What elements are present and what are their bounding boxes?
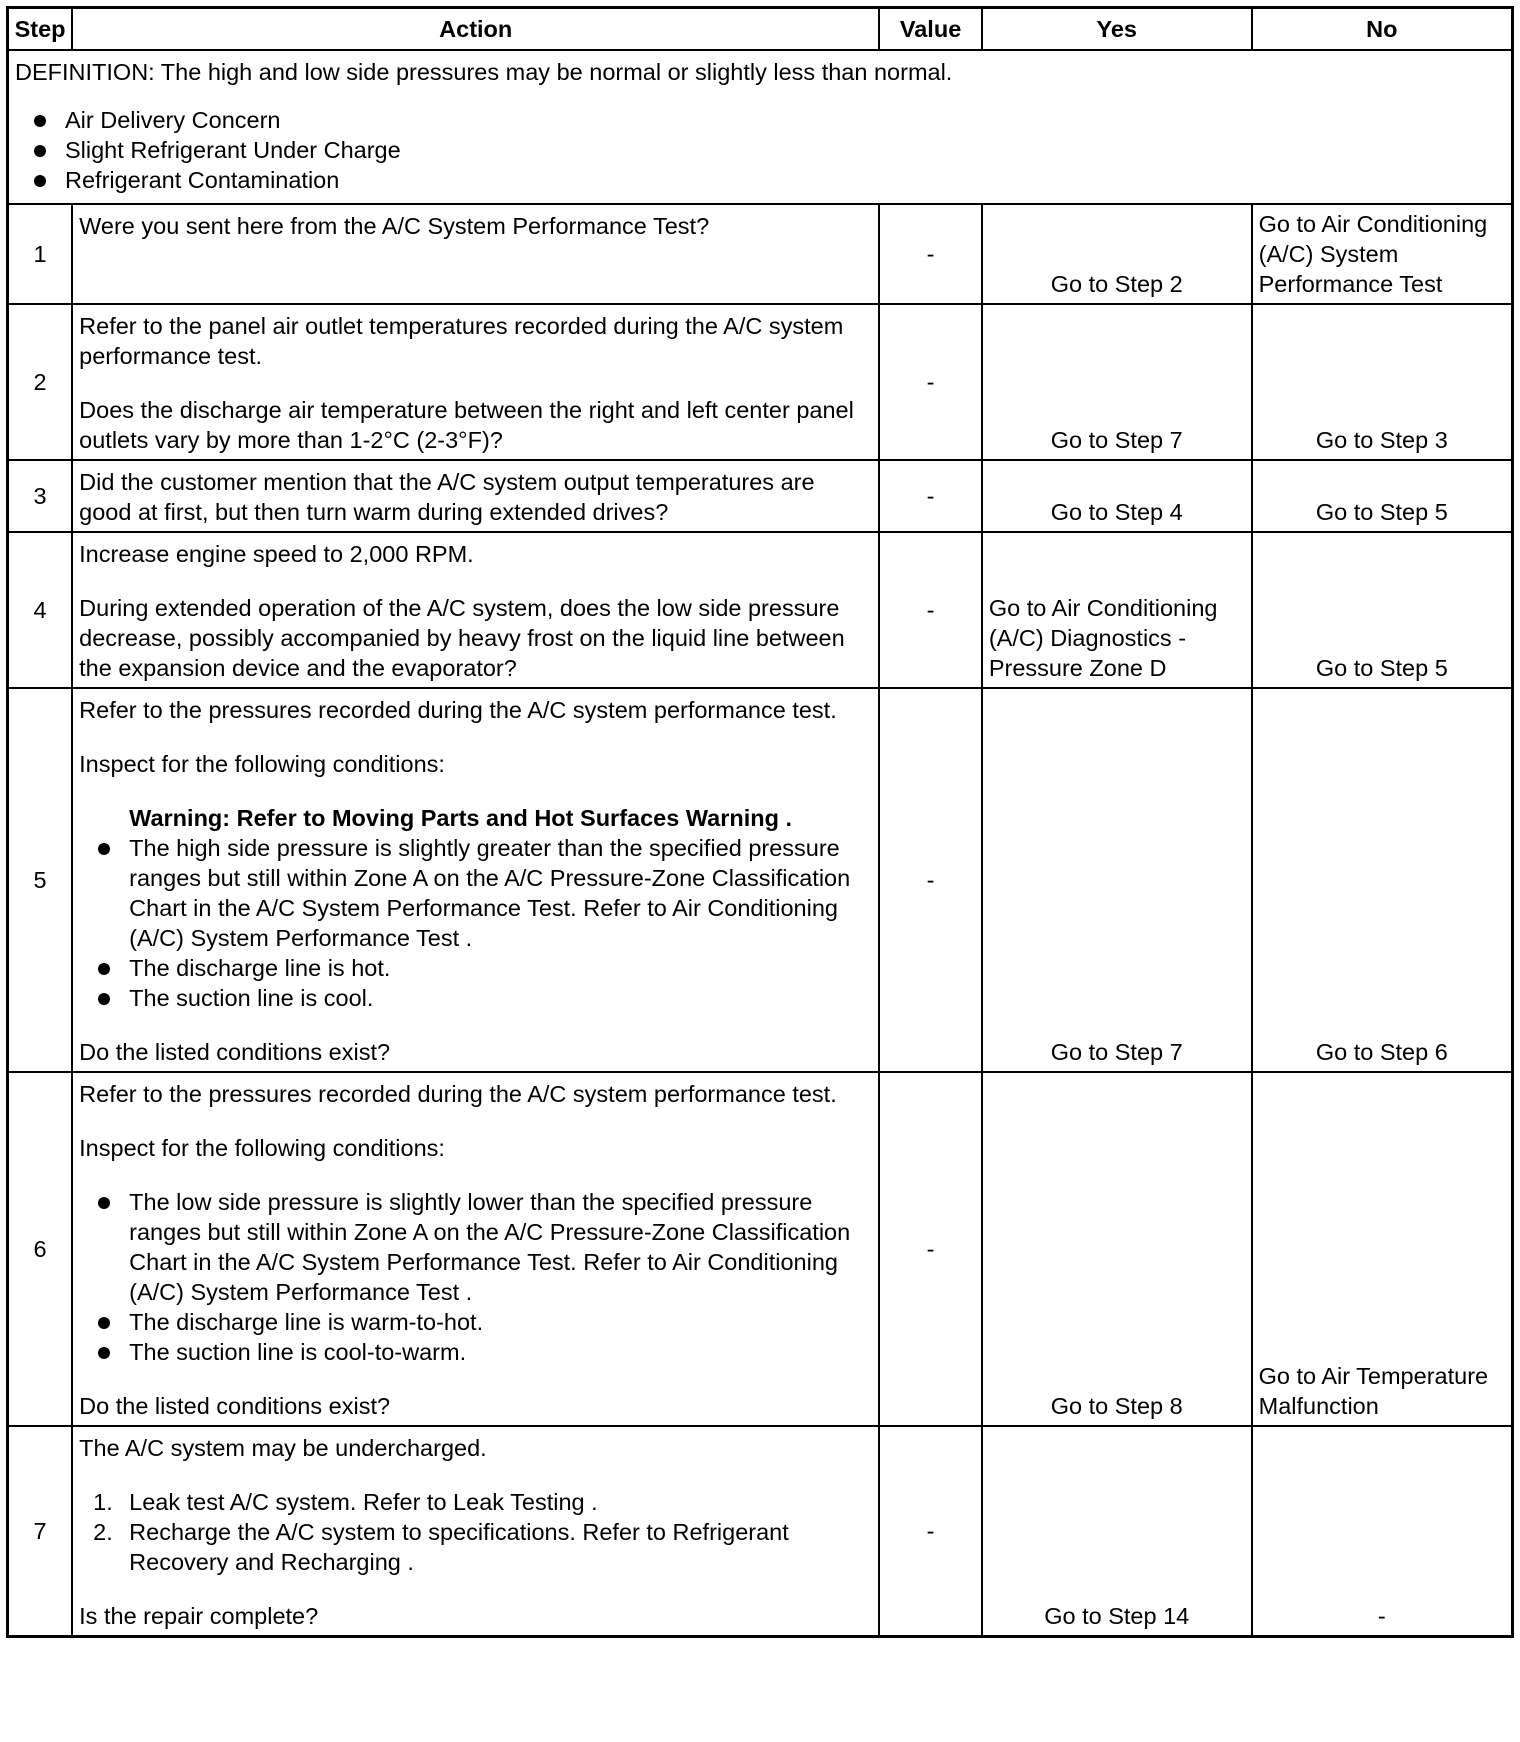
value-cell: - <box>879 460 982 532</box>
definition-cell <box>8 50 1513 204</box>
action-question: Do the listed conditions exist? <box>79 1039 391 1065</box>
no-link[interactable]: Go to Step 5 <box>1252 532 1513 688</box>
condition-item: The high side pressure is slightly greater than the specified pressure ranges but still within Zone A on the A/C Pressure-Zone Classification Chart in the A/C System Performance Test. Refer to Air Conditioning (A/C) System Performance Test . <box>79 833 872 953</box>
step-row-1 <box>8 204 1513 304</box>
no-link[interactable]: Go to Step 5 <box>1252 460 1513 532</box>
step-number: 2 <box>8 304 73 460</box>
repair-steps-list <box>79 1487 872 1577</box>
action-cell <box>72 204 879 304</box>
step-row-6 <box>8 1072 1513 1426</box>
step-row-4 <box>8 532 1513 688</box>
condition-item: The discharge line is hot. <box>79 953 872 983</box>
action-text: Did the customer mention that the A/C system output temperatures are good at first, but then turn warm during extended drives? <box>79 469 815 525</box>
no-link[interactable]: Go to Air Temperature Malfunction <box>1252 1072 1513 1426</box>
yes-link[interactable]: Go to Step 7 <box>982 304 1252 460</box>
warning-text: Warning: Refer to Moving Parts and Hot Surfaces Warning . <box>129 805 792 831</box>
yes-link[interactable]: Go to Step 4 <box>982 460 1252 532</box>
action-cell <box>72 304 879 460</box>
header-yes: Yes <box>982 8 1252 51</box>
yes-link[interactable]: Go to Air Conditioning (A/C) Diagnostics - Pressure Zone D <box>982 532 1252 688</box>
step-row-7 <box>8 1426 1513 1637</box>
header-value: Value <box>879 8 982 51</box>
value-cell: - <box>879 688 982 1072</box>
action-question: During extended operation of the A/C system, does the low side pressure decrease, possibly accompanied by heavy frost on the liquid line between the expansion device and the evaporator? <box>79 595 845 681</box>
header-action: Action <box>72 8 879 51</box>
step-row-2 <box>8 304 1513 460</box>
no-link[interactable]: Go to Step 3 <box>1252 304 1513 460</box>
action-cell <box>72 1072 879 1426</box>
header-no: No <box>1252 8 1513 51</box>
condition-item: The suction line is cool-to-warm. <box>79 1337 872 1367</box>
condition-item: The discharge line is warm-to-hot. <box>79 1307 872 1337</box>
definition-row <box>8 50 1513 204</box>
repair-step-number: 1. <box>93 1489 113 1515</box>
yes-link[interactable]: Go to Step 7 <box>982 688 1252 1072</box>
action-instruction: Inspect for the following conditions: <box>79 1135 445 1161</box>
step-number: 4 <box>8 532 73 688</box>
value-cell: - <box>879 204 982 304</box>
action-question: Is the repair complete? <box>79 1603 319 1629</box>
step-number: 6 <box>8 1072 73 1426</box>
action-text: The A/C system may be undercharged. <box>79 1435 487 1461</box>
definition-item: Refrigerant Contamination <box>15 165 1505 195</box>
value-cell: - <box>879 1426 982 1637</box>
value-cell: - <box>879 304 982 460</box>
action-text: Refer to the pressures recorded during the A/C system performance test. <box>79 1081 837 1107</box>
value-cell: - <box>879 1072 982 1426</box>
yes-link[interactable]: Go to Step 2 <box>982 204 1252 304</box>
condition-item: The suction line is cool. <box>79 983 872 1013</box>
condition-item: The low side pressure is slightly lower than the specified pressure ranges but still within Zone A on the A/C Pressure-Zone Classification Chart in the A/C System Performance Test. Refer to Air Conditioning (A/C) System Performance Test . <box>79 1187 872 1307</box>
action-cell <box>72 688 879 1072</box>
action-text: Refer to the panel air outlet temperatures recorded during the A/C system performance test. <box>79 313 844 369</box>
step-row-5 <box>8 688 1513 1072</box>
action-text: Were you sent here from the A/C System Performance Test? <box>79 213 710 239</box>
step-number: 3 <box>8 460 73 532</box>
action-text: Increase engine speed to 2,000 RPM. <box>79 541 474 567</box>
repair-step-item <box>79 1517 872 1577</box>
step-number: 5 <box>8 688 73 1072</box>
no-link[interactable]: Go to Air Conditioning (A/C) System Performance Test <box>1252 204 1513 304</box>
yes-link[interactable]: Go to Step 8 <box>982 1072 1252 1426</box>
repair-step-text: Recharge the A/C system to specifications. Refer to Refrigerant Recovery and Recharging . <box>129 1519 789 1575</box>
conditions-list <box>79 833 872 1013</box>
definition-item: Air Delivery Concern <box>15 105 1505 135</box>
no-value: - <box>1252 1426 1513 1637</box>
yes-link[interactable]: Go to Step 14 <box>982 1426 1252 1637</box>
definition-item: Slight Refrigerant Under Charge <box>15 135 1505 165</box>
action-question: Does the discharge air temperature between the right and left center panel outlets vary by more than 1-2°C (2-3°F)? <box>79 397 854 453</box>
repair-step-text: Leak test A/C system. Refer to Leak Testing . <box>129 1489 598 1515</box>
diagnostic-table <box>6 6 1514 1638</box>
conditions-list <box>79 1187 872 1367</box>
header-row <box>8 8 1513 51</box>
action-cell <box>72 532 879 688</box>
step-number: 7 <box>8 1426 73 1637</box>
definition-text: DEFINITION: The high and low side pressures may be normal or slightly less than normal. <box>15 59 953 85</box>
action-instruction: Inspect for the following conditions: <box>79 751 445 777</box>
action-question: Do the listed conditions exist? <box>79 1393 391 1419</box>
action-cell <box>72 460 879 532</box>
action-cell <box>72 1426 879 1637</box>
action-text: Refer to the pressures recorded during the A/C system performance test. <box>79 697 837 723</box>
value-cell: - <box>879 532 982 688</box>
diagnostic-page <box>6 6 1514 1638</box>
repair-step-number: 2. <box>93 1519 113 1545</box>
repair-step-item <box>79 1487 872 1517</box>
definition-list <box>15 105 1505 195</box>
no-link[interactable]: Go to Step 6 <box>1252 688 1513 1072</box>
header-step: Step <box>8 8 73 51</box>
step-number: 1 <box>8 204 73 304</box>
step-row-3 <box>8 460 1513 532</box>
